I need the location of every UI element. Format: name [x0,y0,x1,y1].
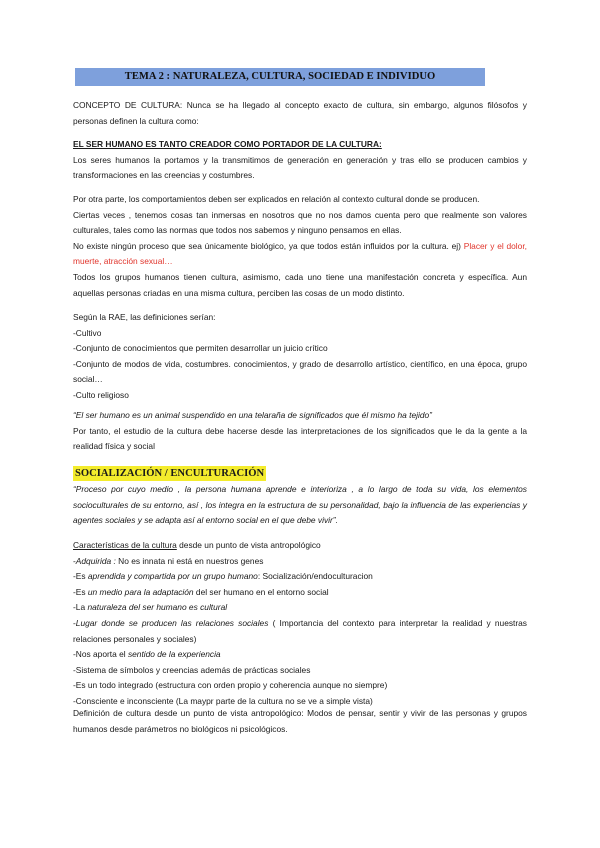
rae-item: -Conjunto de modos de vida, costumbres. conocimientos, y grado de desarrollo artístico, científico, en una época, grupo social… [73,358,527,385]
caracteristica-item: -Consciente e inconsciente (La maypr parte de la cultura no se ve a simple vista) [73,695,373,706]
quote-follow: Por tanto, el estudio de la cultura debe hacerse desde las interpretaciones de los significados que le da la gente a la realidad física y social [73,425,527,452]
caracteristica-item: -Sistema de símbolos y creencias además de prácticas sociales [73,664,311,675]
caracteristicas-heading-underlined: Características de la cultura [73,540,177,550]
caracteristica-item: -Es un medio para la adaptación del ser humano en el entorno social [73,586,329,597]
contexto-p2: Ciertas veces , tenemos cosas tan inmersas en nosotros que no nos damos cuenta pero que realmente son valores culturales, tales como las normas que todos nos sabemos y ninguno pensamos en ellas. [73,209,527,236]
concepto-label: CONCEPTO DE CULTURA: [73,100,183,110]
caracteristica-item: -Adquirida : No es innata ni está en nuestros genes [73,555,264,566]
title-highlight [75,68,485,86]
rae-item: -Cultivo [73,327,102,338]
contexto-example: Placer y el dolor, muerte, atracción sexual… [73,240,527,267]
caracteristicas-section [73,538,527,710]
concepto-text: Nunca se ha llegado al concepto exacto de cultura, sin embargo, algunos filósofos y personas definen la cultura como: [73,100,527,126]
rae-item: -Culto religioso [73,389,129,400]
contexto-p3 [73,239,527,270]
caracteristica-item: -La naturaleza del ser humano es cultural [73,602,228,613]
caracteristica-item: -Es aprendida y compartida por un grupo humano: Socialización/endoculturacion [73,571,373,582]
document-title: TEMA 2 : NATURALEZA, CULTURA, SOCIEDAD E INDIVIDUO [124,71,436,82]
caracteristicas-heading [73,538,527,554]
caracteristicas-heading-rest: desde un punto de vista antropológico [176,540,321,550]
concepto-paragraph [73,98,527,129]
caracteristica-item: -Lugar donde se producen las relaciones sociales ( Importancia del contexto para interpretar la realidad y nuestras relaciones personales y sociales) [73,617,527,644]
socializacion-heading: SOCIALIZACIÓN / ENCULTURACIÓN [75,468,265,479]
ser-humano-section [73,137,527,184]
caracteristica-item: -Es un todo integrado (estructura con orden propio y coherencia aunque no siempre) [73,680,388,691]
contexto-p3-text: No existe ningún proceso que sea únicamente biológico, ya que todos están influidos por la cultura. ej) [73,240,464,251]
rae-item: -Conjunto de conocimientos que permiten desarrollar un juicio crítico [73,343,328,354]
ser-humano-text: Los seres humanos la portamos y la transmitimos de generación en generación y tras ello se producen cambios y transformaciones en las creencias y costumbres. [73,154,527,181]
contexto-p4: Todos los grupos humanos tienen cultura, asimismo, cada uno tiene una manifestación concreta y específica. Aun aquellas personas criadas en una misma cultura, perciben las cosas de un modo distinto. [73,271,527,298]
socializacion-definition: “Proceso por cuyo medio , la persona humana aprende e interioriza , a lo largo de toda su vida, los elementos socioculturales de su entorno, así , los integra en la estructura de su personalidad, bajo la influencia de las experiencias y agentes sociales y se adapta así al entorno social en el que debe vivir”. [73,484,527,526]
contexto-p1: Por otra parte, los comportamientos deben ser explicados en relación al contexto cultural donde se producen. [73,194,480,204]
caracteristica-item: -Nos aporta el sentido de la experiencia [73,649,221,660]
quote-section [73,408,527,455]
rae-intro: Según la RAE, las definiciones serían: [73,312,216,322]
contexto-section [73,192,527,301]
ser-humano-heading: EL SER HUMANO ES TANTO CREADOR COMO PORTADOR DE LA CULTURA: [73,139,382,149]
anthropology-quote: “El ser humano es un animal suspendido en una telaraña de significados que él mismo ha tejido” [73,410,432,420]
rae-section [73,310,527,404]
definicion-paragraph: Definición de cultura desde un punto de vista antropológico: Modos de pensar, sentir y vivir de las personas y grupos humanos desde parámetros no biológicos ni psicológicos. [73,708,527,734]
